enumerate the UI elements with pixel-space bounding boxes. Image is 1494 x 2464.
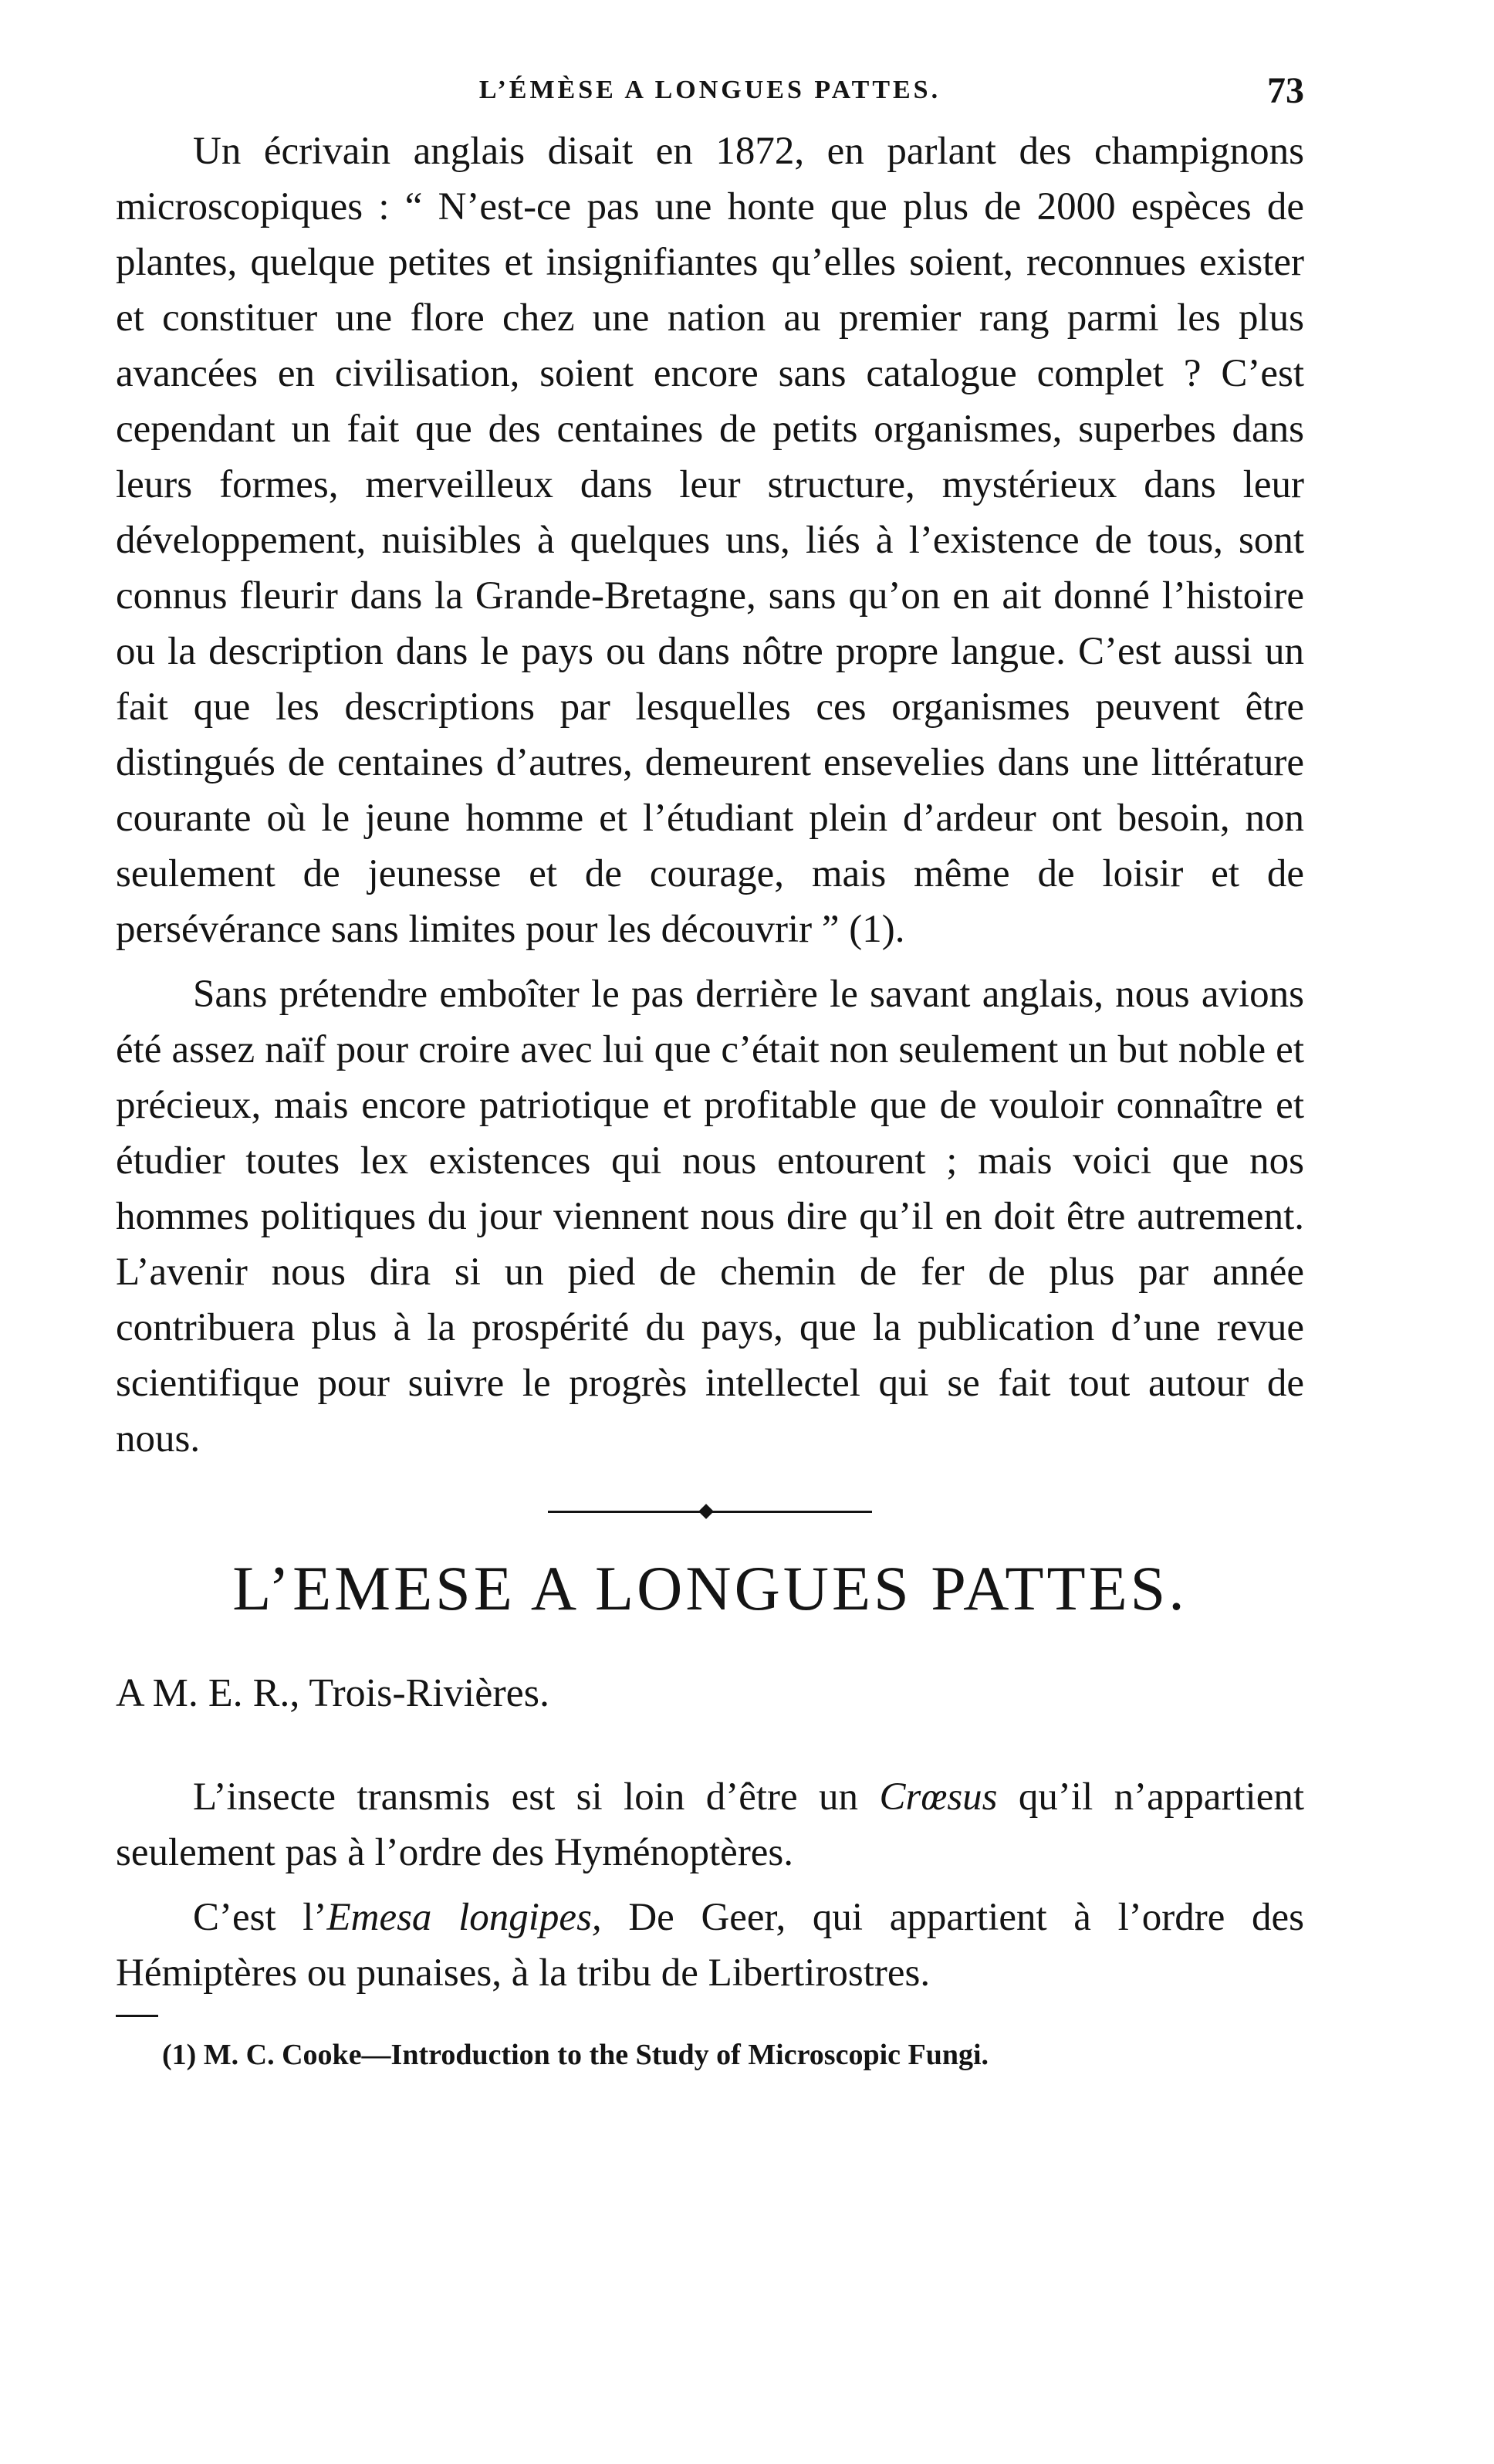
italic-term-croesus: Crœsus [879,1775,998,1819]
footnote-rule [116,2015,158,2017]
paragraph-4-text-end: De Geer, qui appartient à l’ordre des Hémiptères ou punaises, à la tribu de Libertirostres. [116,1896,1304,1995]
page-number: 73 [1267,70,1304,111]
paragraph-3-text-end: qu’il n’appartient seulement pas à l’ordre des Hyménoptères. [116,1775,1304,1874]
paragraph-2: Sans prétendre emboîter le pas derrière le savant anglais, nous avions été assez naïf pour croire avec lui que c’était non seulement un but noble et précieux, mais encore patriotique et profitable que de vouloir connaître et étudier toutes lex existences qui nous entourent ; mais voici que nos hommes politiques du jour viennent nous dire qu’il en doit être autrement. L’avenir nous dira si un pied de chemin de fer de plus par année contribuera plus à la prospérité du pays, que la publication d’une revue scientifique pour suivre le progrès intellectel qui se fait tout autour de nous. [116,973,1304,1460]
paragraph-3 [116,1769,1304,1880]
section-title: L’EMESE A LONGUES PATTES. [232,1553,1188,1623]
section-divider [548,1504,872,1519]
divider-diamond-icon [698,1504,714,1519]
paragraph-4-text-start: C’est l’ [193,1896,327,1939]
book-page [116,62,1304,2076]
paragraph-1: Un écrivain anglais disait en 1872, en parlant des champignons microscopiques : “ N’est-ce pas une honte que plus de 2000 espèces de plantes, quelque petites et insignifiantes qu’elles soient, reconnues exister et constituer une flore chez une nation au premier rang parmi les plus avancées en civilisation, soient encore sans catalogue complet ? C’est cependant un fait que des centaines de petits organismes, superbes dans leurs formes, merveilleux dans leur structure, mystérieux dans leur développement, nuisibles à quelques uns, liés à l’existence de tous, sont connus fleurir dans la Grande-Bretagne, sans qu’on en ait donné l’histoire ou la description dans le pays ou dans nôtre propre langue. C’est aussi un fait que les descriptions par lesquelles ces organismes peuvent être distingués de centaines d’autres, demeurent ensevelies dans une littérature courante où le jeune homme et l’étudiant plein d’ardeur ont besoin, non seulement de jeunesse et de courage, mais même de loisir et de persévérance sans limites pour les découvrir ” (1). [116,130,1304,951]
running-head [116,62,1304,124]
italic-term-emesa: Emesa longipes, [326,1896,602,1939]
running-head-title: L’ÉMÈSE A LONGUES PATTES. [478,76,941,104]
paragraph-4 [116,1890,1304,2001]
address-line: A M. E. R., Trois-Rivières. [116,1671,549,1715]
footnote: (1) M. C. Cooke—Introduction to the Study of Microscopic Fungi. [162,2039,989,2071]
paragraph-3-text-start: L’insecte transmis est si loin d’être un [193,1775,880,1819]
